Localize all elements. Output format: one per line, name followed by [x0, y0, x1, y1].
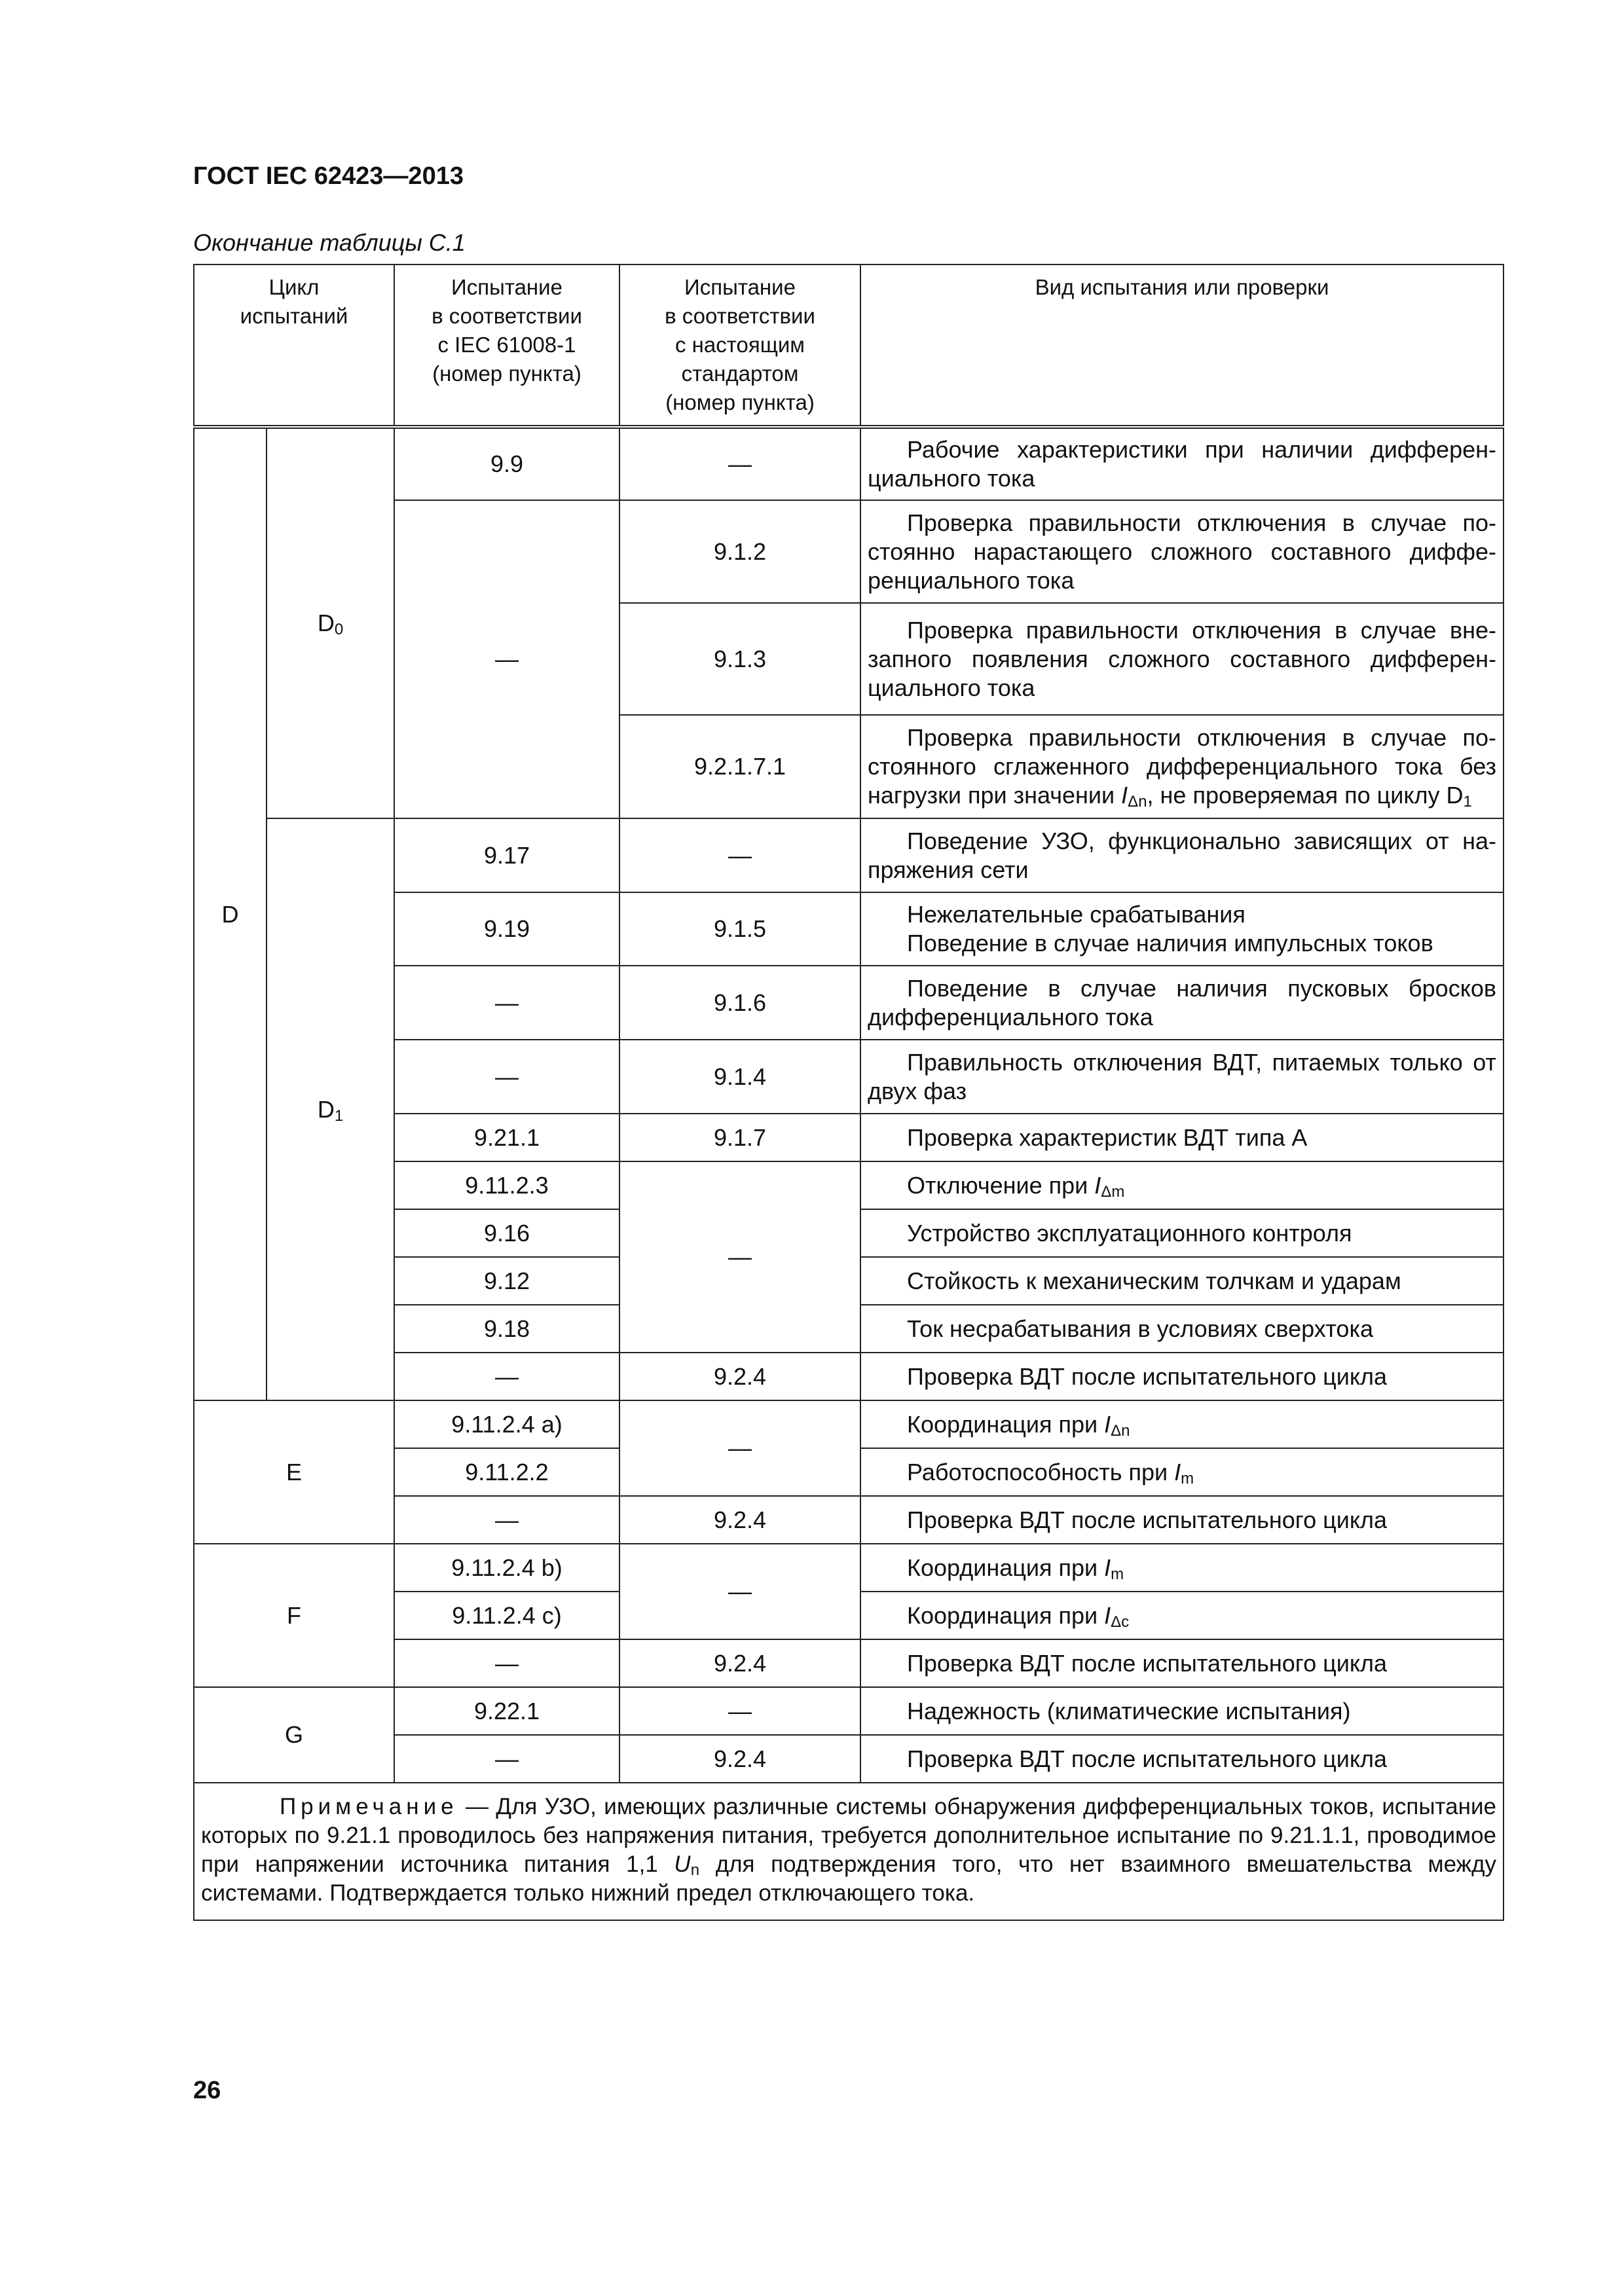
desc-cell: Работоспособность при $I_m$	[860, 1448, 1504, 1496]
iec-cell: 9.11.2.2	[394, 1448, 619, 1496]
iec-cell: —	[394, 1353, 619, 1400]
table-header-row	[194, 264, 1504, 427]
desc-cell: Координация при $I_{\Delta c}$	[860, 1592, 1504, 1639]
std-cell: —	[619, 818, 860, 892]
iec-cell: —	[394, 500, 619, 818]
desc-cell: Ток несрабатывания в условиях сверхтока	[860, 1305, 1504, 1353]
desc-cell: Проверка правильности отключения в случае постоянного сглаженного дифференциального тока без нагрузки при значении $I_{\Delta n}$, не проверяемая по циклу $D_1$	[860, 715, 1504, 818]
std-cell: 9.1.4	[619, 1040, 860, 1114]
std-cell: —	[619, 1687, 860, 1735]
desc-cell: Проверка ВДТ после испытательного цикла	[860, 1353, 1504, 1400]
std-cell: 9.1.3	[619, 603, 860, 715]
iec-cell: —	[394, 1735, 619, 1783]
cycle-g: G	[194, 1687, 394, 1783]
std-cell: 9.2.4	[619, 1353, 860, 1400]
cycle-e: E	[194, 1400, 394, 1544]
header-standard: Испытание в соответствии с настоящим стандартом (номер пункта)	[619, 264, 860, 427]
header-kind: Вид испытания или проверки	[860, 264, 1504, 427]
desc-cell: Проверка ВДТ после испытательного цикла	[860, 1639, 1504, 1687]
desc-cell: Отключение при $I_{\Delta m}$	[860, 1161, 1504, 1209]
desc-cell: Поведение в случае наличия пусковых бросков дифференциального тока	[860, 966, 1504, 1040]
iec-cell: 9.11.2.4 c)	[394, 1592, 619, 1639]
desc-cell: Проверка правильности отключения в случае внезапного появления сложного составного дифференциального тока	[860, 603, 1504, 715]
table-row	[194, 1687, 1504, 1735]
iec-cell: 9.21.1	[394, 1114, 619, 1161]
cycle-d1: $D_1$	[267, 818, 394, 1400]
document-header: ГОСТ IEC 62423—2013	[193, 162, 464, 190]
std-cell: —	[619, 1161, 860, 1353]
iec-cell: 9.12	[394, 1257, 619, 1305]
iec-cell: 9.18	[394, 1305, 619, 1353]
iec-cell: —	[394, 1639, 619, 1687]
std-cell: 9.1.7	[619, 1114, 860, 1161]
iec-cell: 9.22.1	[394, 1687, 619, 1735]
table-row	[194, 427, 1504, 500]
desc-cell: Поведение УЗО, функционально зависящих от напряжения сети	[860, 818, 1504, 892]
desc-cell: Проверка ВДТ после испытательного цикла	[860, 1735, 1504, 1783]
table-row	[194, 818, 1504, 892]
std-cell: 9.1.2	[619, 500, 860, 603]
page-number: 26	[193, 2077, 221, 2104]
desc-cell: Проверка ВДТ после испытательного цикла	[860, 1496, 1504, 1544]
note-label: Примечание	[280, 1794, 458, 1819]
iec-cell: —	[394, 966, 619, 1040]
std-cell: 9.2.4	[619, 1496, 860, 1544]
iec-cell: 9.9	[394, 427, 619, 500]
std-cell: 9.1.5	[619, 892, 860, 966]
iec-cell: 9.11.2.4 b)	[394, 1544, 619, 1592]
iec-cell: —	[394, 1496, 619, 1544]
cycle-f: F	[194, 1544, 394, 1687]
std-cell: 9.2.1.7.1	[619, 715, 860, 818]
iec-cell: —	[394, 1040, 619, 1114]
desc-cell: Стойкость к механическим толчкам и ударам	[860, 1257, 1504, 1305]
desc-cell: Надежность (климатические испытания)	[860, 1687, 1504, 1735]
iec-cell: 9.19	[394, 892, 619, 966]
header-iec: Испытание в соответствии с IEC 61008-1 (номер пункта)	[394, 264, 619, 427]
iec-cell: 9.16	[394, 1209, 619, 1257]
table-caption: Окончание таблицы С.1	[193, 229, 466, 256]
iec-cell: 9.11.2.3	[394, 1161, 619, 1209]
table-row	[194, 1400, 1504, 1448]
std-cell: —	[619, 427, 860, 500]
desc-cell: Нежелательные срабатывания Поведение в случае наличия импульсных токов	[860, 892, 1504, 966]
iec-cell: 9.17	[394, 818, 619, 892]
header-cycle: Цикл испытаний	[194, 264, 394, 427]
std-cell: 9.2.4	[619, 1639, 860, 1687]
std-cell: 9.1.6	[619, 966, 860, 1040]
table-note: Примечание — Для УЗО, имеющих различные системы обнаружения дифференциальных токов, испытание которых по 9.21.1 проводилось без напряжения питания, требуется дополнительное испытание по 9.21.1.1, проводимое при напряжении источника питания 1,1 $U_n$ для подтверждения того, что нет взаимного вмешательства между системами. Подтверждается только нижний предел отключающего тока.	[194, 1783, 1504, 1920]
desc-cell: Проверка характеристик ВДТ типа А	[860, 1114, 1504, 1161]
desc-cell: Проверка правильности отключения в случае постоянно нарастающего сложного составного дифференциального тока	[860, 500, 1504, 603]
test-cycle-table	[193, 264, 1504, 1921]
desc-cell: Координация при $I_{\Delta n}$	[860, 1400, 1504, 1448]
desc-cell: Устройство эксплуатационного контроля	[860, 1209, 1504, 1257]
std-cell: —	[619, 1544, 860, 1639]
iec-cell: 9.11.2.4 a)	[394, 1400, 619, 1448]
desc-cell: Рабочие характеристики при наличии дифференциального тока	[860, 427, 1504, 500]
desc-cell: Правильность отключения ВДТ, питаемых только от двух фаз	[860, 1040, 1504, 1114]
table-note-row	[194, 1783, 1504, 1920]
cycle-d: D	[194, 427, 267, 1400]
desc-cell: Координация при $I_m$	[860, 1544, 1504, 1592]
std-cell: —	[619, 1400, 860, 1496]
std-cell: 9.2.4	[619, 1735, 860, 1783]
cycle-d0: $D_0$	[267, 427, 394, 818]
table-row	[194, 1544, 1504, 1592]
